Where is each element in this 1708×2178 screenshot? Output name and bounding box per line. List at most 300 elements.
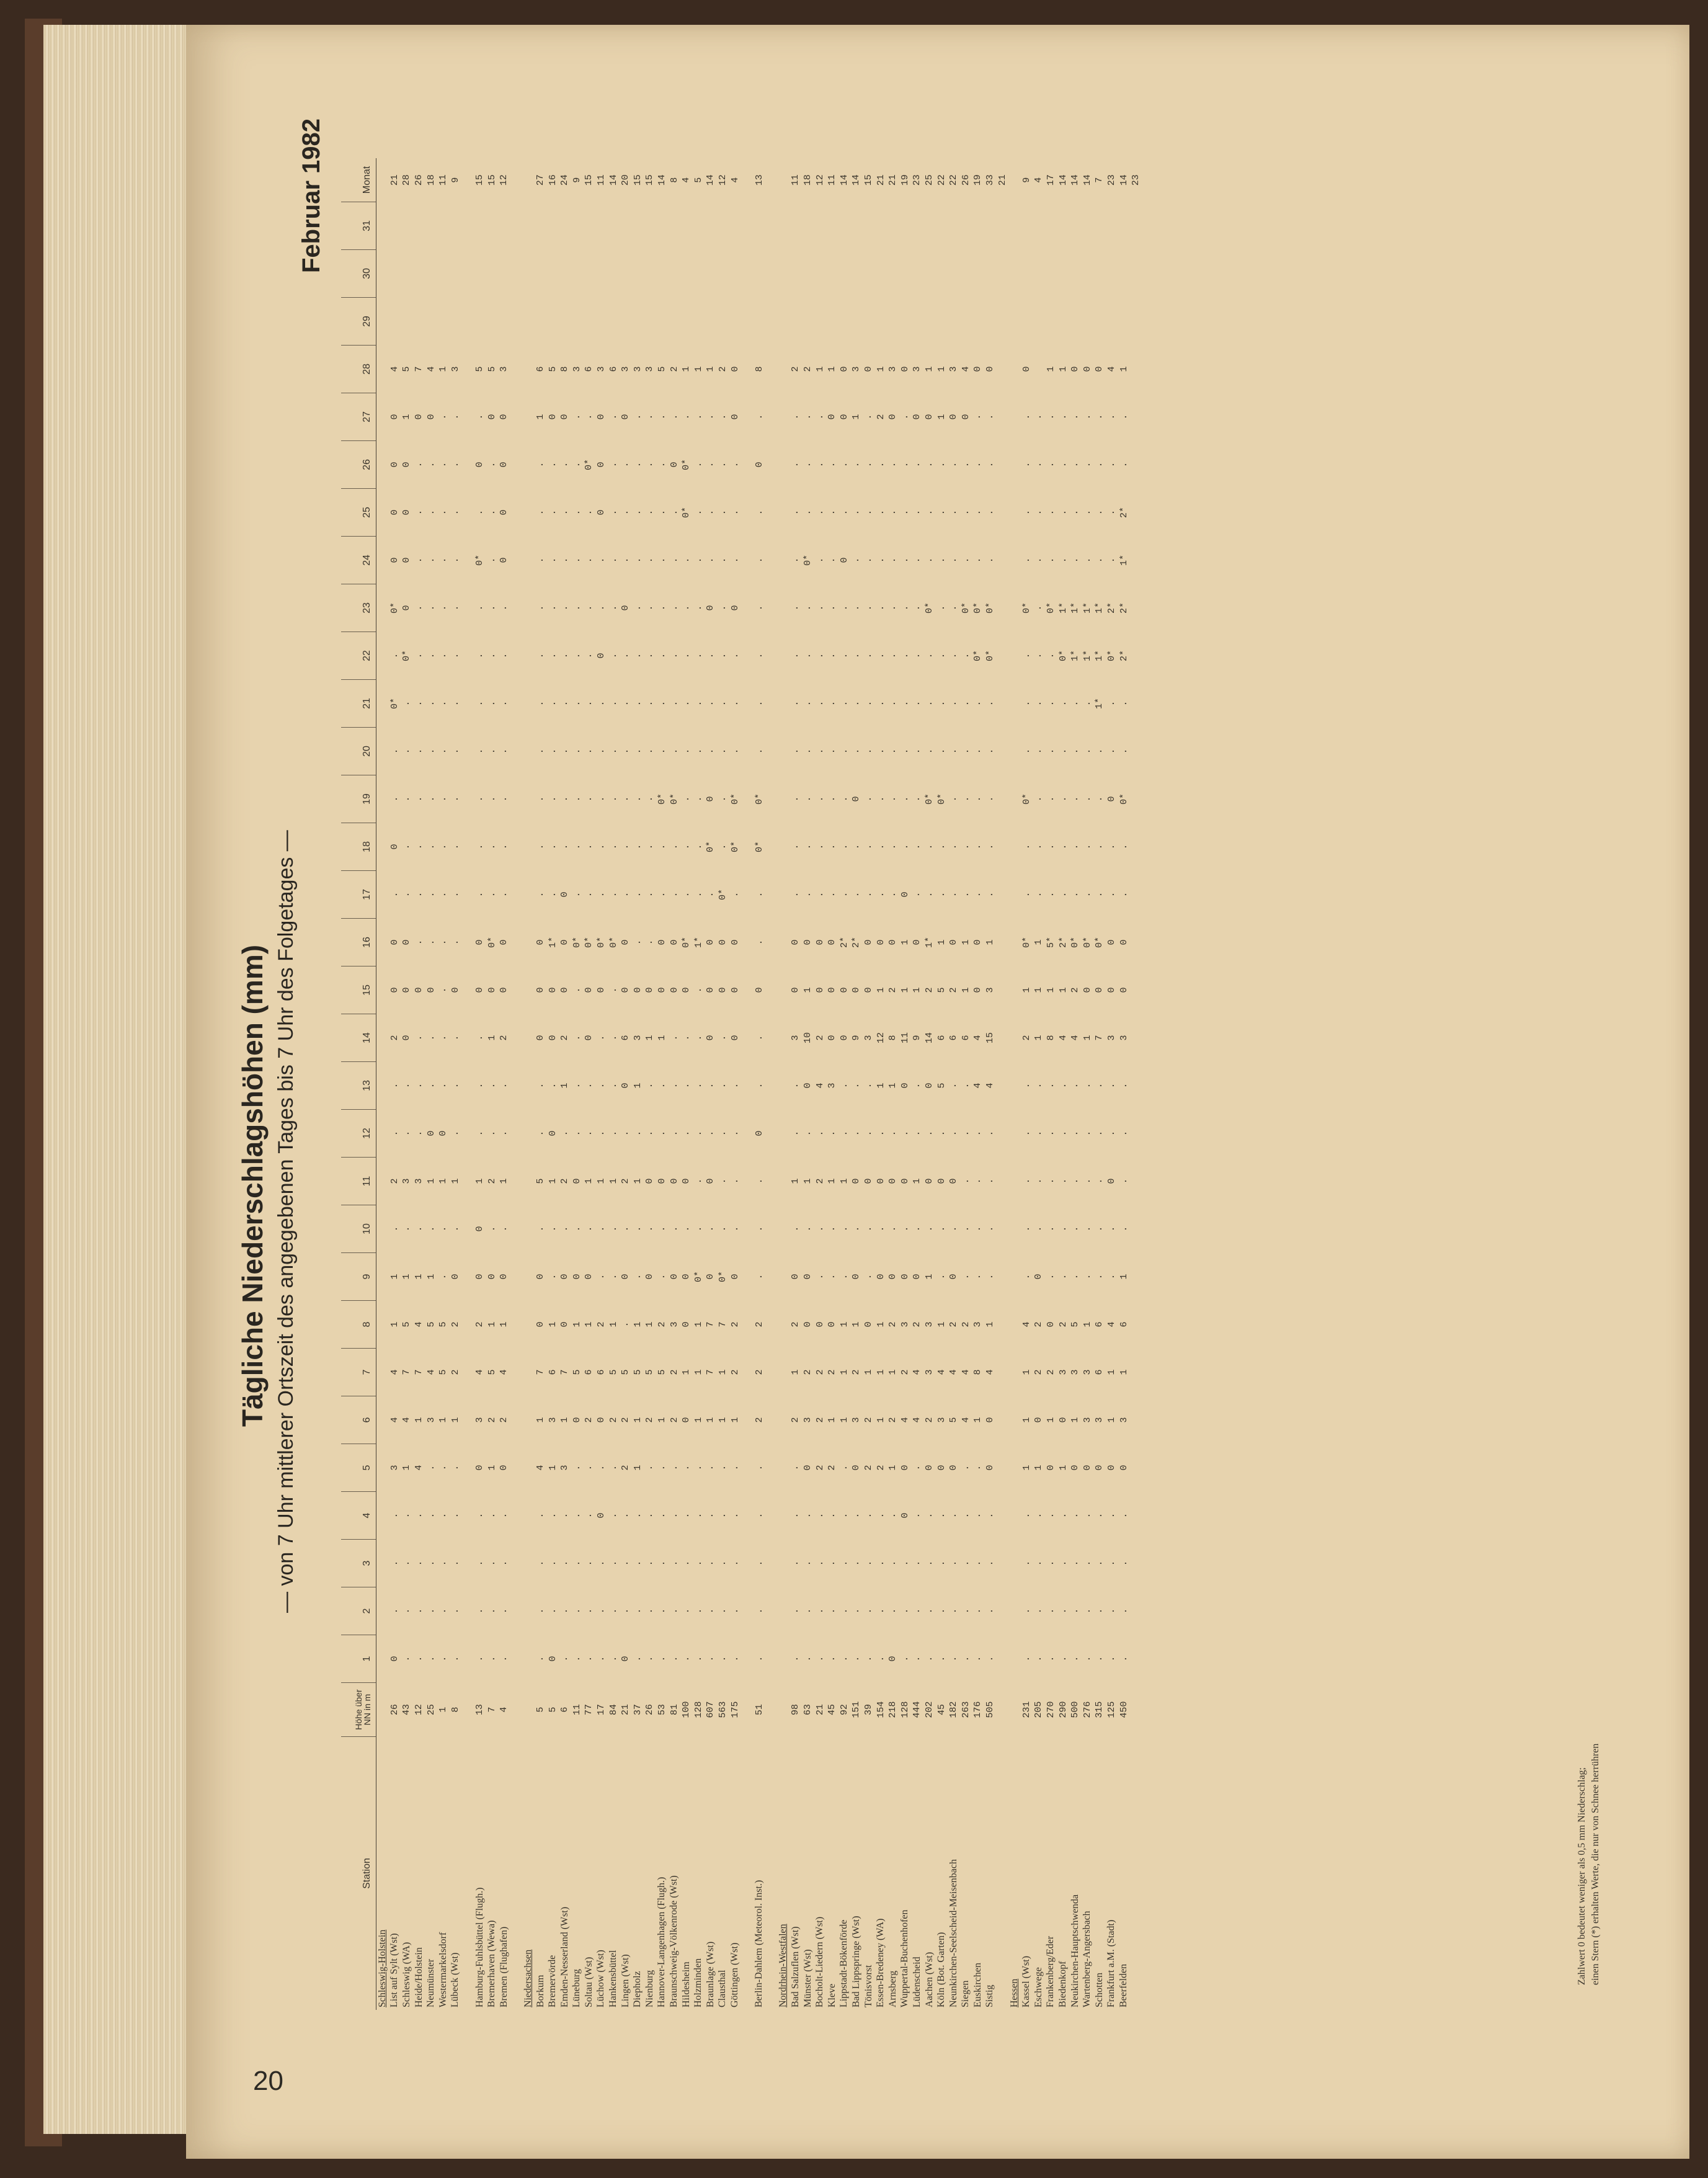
day-value: 0 xyxy=(450,987,461,993)
day-value: . xyxy=(1057,844,1069,850)
day-value: 0 xyxy=(595,987,607,993)
day-value: 0 xyxy=(401,557,412,563)
day-value xyxy=(972,298,984,346)
day-value xyxy=(376,1205,389,1253)
day-value: . xyxy=(754,557,765,563)
day-value: . xyxy=(438,700,449,707)
day-value: . xyxy=(838,462,850,468)
day-value xyxy=(583,298,595,346)
day-value xyxy=(522,1301,535,1349)
day-value xyxy=(1130,728,1142,775)
day-value: . xyxy=(656,414,667,420)
day-value xyxy=(498,298,510,346)
day-value: . xyxy=(717,1512,728,1519)
day-value: 6 xyxy=(1094,1369,1105,1375)
day-value: 0 xyxy=(401,462,412,468)
day-value xyxy=(741,298,754,346)
day-value: 0 xyxy=(632,987,643,993)
page-number: 20 xyxy=(253,2066,283,2096)
day-value xyxy=(376,298,389,346)
day-value xyxy=(948,250,960,298)
day-value: . xyxy=(936,748,947,754)
day-value: . xyxy=(717,1130,728,1136)
day-value xyxy=(474,250,486,298)
day-value: . xyxy=(924,1560,935,1566)
day-value: . xyxy=(875,509,886,515)
day-value: . xyxy=(644,462,656,468)
day-value: . xyxy=(632,509,643,515)
table-row xyxy=(546,158,559,2010)
day-value: . xyxy=(450,1656,461,1662)
station-height: 25 xyxy=(425,1704,437,1716)
day-value: 4 xyxy=(474,1369,486,1375)
day-value xyxy=(1033,346,1045,393)
day-value: 1 xyxy=(790,1178,801,1184)
day-value: 1 xyxy=(875,366,886,372)
day-value: . xyxy=(984,844,995,850)
day-value: 1 xyxy=(912,1178,923,1184)
day-value: 7 xyxy=(414,366,425,372)
day-value: 3 xyxy=(1118,1035,1129,1041)
day-value: . xyxy=(644,1130,656,1136)
day-value xyxy=(790,298,802,346)
day-value: 0 xyxy=(838,1035,850,1041)
day-value: 2* xyxy=(851,937,862,948)
day-value: . xyxy=(669,1226,680,1232)
day-value: 0 xyxy=(401,939,412,945)
day-value: 1 xyxy=(790,1369,801,1375)
day-value: 6 xyxy=(1094,1321,1105,1328)
day-value: . xyxy=(620,557,631,563)
day-value: . xyxy=(1045,1130,1056,1136)
day-value xyxy=(996,1396,1008,1444)
day-value: 0* xyxy=(1070,937,1081,948)
day-value: 0 xyxy=(1082,1465,1093,1471)
day-value xyxy=(522,1396,535,1444)
day-value: 2 xyxy=(486,1417,497,1423)
day-value xyxy=(814,298,826,346)
day-value: . xyxy=(705,557,716,563)
day-value xyxy=(1118,250,1130,298)
day-value: . xyxy=(887,700,899,707)
day-value: . xyxy=(1045,1082,1056,1089)
day-value: . xyxy=(1094,748,1105,754)
day-value: . xyxy=(960,1465,971,1471)
day-value: . xyxy=(827,1274,838,1280)
day-value: . xyxy=(790,1082,801,1089)
day-value: 1 xyxy=(656,1417,667,1423)
station-height: 17 xyxy=(595,1704,607,1716)
day-value: . xyxy=(535,1226,546,1232)
day-value xyxy=(1020,298,1033,346)
table-row xyxy=(535,158,547,2010)
day-value xyxy=(1130,775,1142,823)
day-value: 3 xyxy=(948,366,959,372)
day-value: . xyxy=(474,1512,486,1519)
day-value: 0 xyxy=(814,987,825,993)
station-height: 53 xyxy=(656,1704,667,1716)
day-value: 1 xyxy=(535,1417,546,1423)
day-value xyxy=(656,298,669,346)
day-value xyxy=(461,871,474,919)
day-value: 1 xyxy=(936,939,947,945)
day-value: . xyxy=(389,1560,400,1566)
day-value: . xyxy=(1082,1656,1093,1662)
month-total: 15 xyxy=(644,174,656,186)
day-value: . xyxy=(499,1130,510,1136)
day-value: 0 xyxy=(414,414,425,420)
station-height: 182 xyxy=(948,1701,959,1718)
day-value xyxy=(765,1444,778,1492)
day-value: . xyxy=(414,748,425,754)
day-value xyxy=(996,1253,1008,1301)
day-value: 0* xyxy=(681,459,692,471)
day-value: . xyxy=(474,1608,486,1614)
day-value: . xyxy=(632,1130,643,1136)
day-value: 0 xyxy=(425,1130,437,1136)
day-value: . xyxy=(644,796,656,802)
day-value: 0 xyxy=(1118,1465,1129,1471)
day-value: 1* xyxy=(1094,602,1105,614)
day-value: 1 xyxy=(875,1082,886,1089)
day-value: . xyxy=(912,1465,923,1471)
day-value: . xyxy=(790,891,801,898)
day-value xyxy=(1130,1349,1142,1396)
day-value xyxy=(887,202,899,250)
day-value xyxy=(765,1540,778,1587)
month-total: 12 xyxy=(814,174,825,186)
day-value: . xyxy=(863,1226,874,1232)
day-value: 1 xyxy=(632,1178,643,1184)
day-value: . xyxy=(790,1608,801,1614)
station-name: Soltau (Wst) xyxy=(583,1957,594,2007)
day-value: . xyxy=(499,748,510,754)
day-value xyxy=(1008,441,1021,489)
day-value: . xyxy=(632,700,643,707)
day-value: 0 xyxy=(1106,939,1117,945)
day-value: . xyxy=(414,796,425,802)
day-value: . xyxy=(984,1608,995,1614)
day-value: . xyxy=(474,796,486,802)
day-value: . xyxy=(851,462,862,468)
day-value: . xyxy=(1057,1130,1069,1136)
day-value: 6 xyxy=(960,1035,971,1041)
day-value: . xyxy=(705,509,716,515)
day-value xyxy=(389,250,401,298)
day-value: . xyxy=(620,1608,631,1614)
day-value: 3 xyxy=(924,1321,935,1328)
day-value: 1 xyxy=(972,1417,984,1423)
day-value: 8 xyxy=(887,1035,899,1041)
day-value xyxy=(1008,250,1021,298)
day-value: . xyxy=(620,1560,631,1566)
station-name: Niedersachsen xyxy=(522,1949,533,2007)
day-value xyxy=(753,298,765,346)
day-value: 1 xyxy=(595,1178,607,1184)
day-value: . xyxy=(584,653,595,659)
table-row xyxy=(899,158,912,2010)
day-value: . xyxy=(644,1465,656,1471)
month-total: 21 xyxy=(875,174,886,186)
day-value: . xyxy=(414,844,425,850)
day-value xyxy=(778,1158,790,1205)
day-value: . xyxy=(790,605,801,611)
day-value: . xyxy=(838,1130,850,1136)
day-value: 0 xyxy=(414,987,425,993)
day-value: . xyxy=(474,414,486,420)
day-value: . xyxy=(936,605,947,611)
day-value: 1 xyxy=(912,987,923,993)
day-value: . xyxy=(401,1656,412,1662)
day-value xyxy=(935,250,948,298)
day-value xyxy=(874,250,887,298)
day-value: 1 xyxy=(1106,1417,1117,1423)
day-value: . xyxy=(632,557,643,563)
day-value: . xyxy=(948,1560,959,1566)
table-row xyxy=(826,158,838,2010)
day-value: 8 xyxy=(1045,1035,1056,1041)
day-value: . xyxy=(474,748,486,754)
station-name: Lingen (Wst) xyxy=(620,1954,631,2007)
day-value xyxy=(1057,298,1069,346)
day-value: . xyxy=(717,605,728,611)
station-name: Kassel (Wst) xyxy=(1021,1955,1032,2007)
day-value: 0 xyxy=(972,987,984,993)
day-value: . xyxy=(814,1274,825,1280)
day-value: 1 xyxy=(875,1321,886,1328)
header-day: 7 xyxy=(341,1349,376,1396)
day-value: . xyxy=(754,509,765,515)
day-value: 3 xyxy=(401,1178,412,1184)
day-value: . xyxy=(863,414,874,420)
day-value: 0 xyxy=(1057,1417,1069,1423)
day-value: . xyxy=(984,557,995,563)
day-value xyxy=(850,298,863,346)
day-value: 0 xyxy=(547,1035,558,1041)
day-value: 0* xyxy=(1057,650,1069,662)
day-value: 0 xyxy=(389,462,400,468)
day-value: 1 xyxy=(693,1321,704,1328)
day-value: . xyxy=(693,462,704,468)
day-value: . xyxy=(438,1512,449,1519)
day-value: . xyxy=(972,700,984,707)
day-value: . xyxy=(1082,748,1093,754)
day-value: . xyxy=(595,1226,607,1232)
day-value xyxy=(510,680,523,728)
day-value xyxy=(778,966,790,1014)
day-value: . xyxy=(438,796,449,802)
day-value: 0 xyxy=(803,1082,814,1089)
day-value: . xyxy=(571,1656,582,1662)
day-value: . xyxy=(851,1226,862,1232)
station-height: 21 xyxy=(814,1704,825,1716)
day-value: 1 xyxy=(632,1082,643,1089)
day-value: . xyxy=(754,1226,765,1232)
day-value: . xyxy=(401,700,412,707)
day-value xyxy=(1093,202,1106,250)
day-value xyxy=(1045,298,1057,346)
day-value: . xyxy=(948,700,959,707)
day-value xyxy=(559,298,571,346)
day-value xyxy=(450,250,462,298)
day-value xyxy=(717,298,729,346)
day-value: . xyxy=(414,509,425,515)
day-value: . xyxy=(754,653,765,659)
day-value: 0 xyxy=(803,1321,814,1328)
day-value: 3 xyxy=(851,1417,862,1423)
day-value xyxy=(765,250,778,298)
day-value: 0* xyxy=(729,793,741,805)
day-value: . xyxy=(827,891,838,898)
day-value xyxy=(887,298,899,346)
day-value: . xyxy=(814,796,825,802)
day-value: . xyxy=(414,1035,425,1041)
day-value: 0 xyxy=(620,605,631,611)
day-value: . xyxy=(450,509,461,515)
day-value: 3 xyxy=(1106,1035,1117,1041)
day-value: . xyxy=(486,748,497,754)
day-value: 0 xyxy=(705,605,716,611)
day-value: . xyxy=(571,844,582,850)
header-day: 8 xyxy=(341,1301,376,1349)
day-value: 0 xyxy=(1033,1417,1044,1423)
day-value xyxy=(741,919,754,966)
day-value: . xyxy=(875,557,886,563)
day-value: 0* xyxy=(984,650,995,662)
day-value xyxy=(996,919,1008,966)
day-value: . xyxy=(1045,1226,1056,1232)
day-value: 0 xyxy=(499,414,510,420)
day-value xyxy=(741,537,754,584)
day-value: . xyxy=(1057,748,1069,754)
day-value xyxy=(1130,1540,1142,1587)
day-value: . xyxy=(571,605,582,611)
day-value: 1 xyxy=(705,366,716,372)
day-value: . xyxy=(1057,1512,1069,1519)
day-value: 1 xyxy=(499,1178,510,1184)
day-value: 1* xyxy=(1057,602,1069,614)
day-value: . xyxy=(693,653,704,659)
header-day: 10 xyxy=(341,1205,376,1253)
day-value xyxy=(376,1301,389,1349)
day-value xyxy=(996,489,1008,537)
day-value: 2 xyxy=(1021,1035,1032,1041)
day-value: . xyxy=(584,1656,595,1662)
day-value xyxy=(461,632,474,680)
day-value: . xyxy=(838,700,850,707)
day-value: . xyxy=(887,1226,899,1232)
day-value xyxy=(1008,1540,1021,1587)
day-value xyxy=(948,202,960,250)
day-value: . xyxy=(814,557,825,563)
day-value: . xyxy=(705,1608,716,1614)
day-value: . xyxy=(438,1608,449,1614)
day-value xyxy=(1130,1110,1142,1158)
day-value: . xyxy=(899,462,910,468)
day-value: . xyxy=(656,1226,667,1232)
day-value: . xyxy=(754,1656,765,1662)
day-value: . xyxy=(912,1512,923,1519)
day-value: 0 xyxy=(838,557,850,563)
day-value xyxy=(996,1349,1008,1396)
station-height: 607 xyxy=(705,1701,716,1718)
day-value: 2 xyxy=(899,1369,910,1375)
day-value: 0 xyxy=(499,939,510,945)
station-height: 45 xyxy=(827,1704,838,1716)
day-value: . xyxy=(620,700,631,707)
station-height: 7 xyxy=(486,1707,497,1713)
day-value: 0 xyxy=(1118,939,1129,945)
day-value: . xyxy=(595,1656,607,1662)
day-value: . xyxy=(899,605,910,611)
month-total: 15 xyxy=(486,174,497,186)
day-value: 0 xyxy=(559,1321,571,1328)
day-value: . xyxy=(924,1226,935,1232)
day-value: 0 xyxy=(389,844,400,850)
day-value: 0 xyxy=(1070,366,1081,372)
day-value: . xyxy=(656,1560,667,1566)
day-value: 7 xyxy=(1094,1035,1105,1041)
day-value: 0 xyxy=(887,1656,899,1662)
day-value: . xyxy=(1070,414,1081,420)
day-value: . xyxy=(425,939,437,945)
day-value xyxy=(996,966,1008,1014)
station-height: 218 xyxy=(887,1701,899,1718)
day-value: 2 xyxy=(1045,1369,1056,1375)
day-value: . xyxy=(984,748,995,754)
day-value: . xyxy=(754,1560,765,1566)
station-height: 151 xyxy=(851,1701,862,1718)
day-value: 0 xyxy=(474,1465,486,1471)
station-name xyxy=(741,1737,754,2011)
day-value: 0 xyxy=(754,987,765,993)
day-value: . xyxy=(608,1274,619,1280)
day-value: 2 xyxy=(389,1178,400,1184)
station-name: Holzminden xyxy=(693,1958,704,2007)
table-row xyxy=(692,158,705,2010)
day-value: 0 xyxy=(595,462,607,468)
day-value xyxy=(765,1587,778,1635)
day-value xyxy=(1093,250,1106,298)
day-value: . xyxy=(1021,1082,1032,1089)
day-value: 3 xyxy=(1118,1417,1129,1423)
day-value: 6 xyxy=(948,1035,959,1041)
day-value xyxy=(620,298,632,346)
day-value: . xyxy=(681,1465,692,1471)
header-day: 16 xyxy=(341,919,376,966)
table-row xyxy=(1093,158,1106,2010)
day-value: 4 xyxy=(960,1369,971,1375)
day-value: 1* xyxy=(693,937,704,948)
day-value: 0 xyxy=(972,939,984,945)
day-value xyxy=(741,1301,754,1349)
day-value: . xyxy=(620,462,631,468)
day-value: . xyxy=(438,1035,449,1041)
day-value: 0 xyxy=(1094,366,1105,372)
day-value: . xyxy=(875,653,886,659)
day-value: . xyxy=(705,1656,716,1662)
day-value xyxy=(461,1301,474,1349)
day-value: . xyxy=(984,1512,995,1519)
header-day: 22 xyxy=(341,632,376,680)
day-value: 0 xyxy=(705,796,716,802)
day-value: 0 xyxy=(499,1465,510,1471)
day-value: . xyxy=(1082,1082,1093,1089)
day-value: 0 xyxy=(389,557,400,563)
day-value: 4 xyxy=(389,1417,400,1423)
day-value xyxy=(778,1492,790,1540)
day-value: 2 xyxy=(450,1321,461,1328)
